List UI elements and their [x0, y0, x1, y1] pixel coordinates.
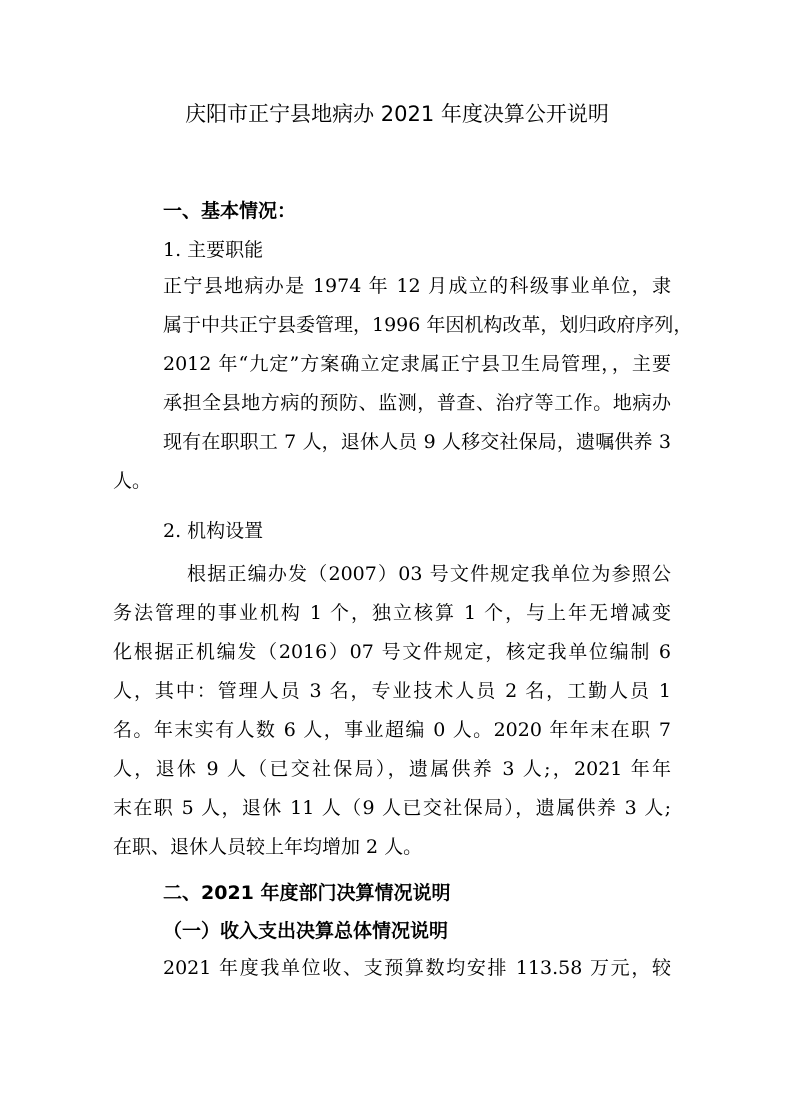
paragraph-line: 属于中共正宁县委管理，1996 年因机构改革，划归政府序列，: [163, 314, 693, 336]
paragraph-line: 化根据正机编发（2016）07 号文件规定，核定我单位编制 6: [113, 641, 671, 663]
subheading-main-functions: 1. 主要职能: [163, 239, 264, 261]
paragraph-line: 承担全县地方病的预防、监测，普查、治疗等工作。地病办: [163, 392, 671, 414]
section-heading-final-accounts: 二、2021 年度部门决算情况说明: [163, 882, 451, 904]
paragraph-line: 人，退休 9 人（已交社保局），遗属供养 3 人;，2021 年年: [113, 758, 671, 780]
paragraph-line: 末在职 5 人，退休 11 人（9 人已交社保局），遗属供养 3 人;: [113, 797, 671, 819]
paragraph-line: 在职、退休人员较上年均增加 2 人。: [113, 836, 423, 858]
paragraph-line: 根据正编办发（2007）03 号文件规定我单位为参照公: [187, 563, 671, 585]
paragraph-line: 人。: [113, 470, 152, 492]
subsection-heading-income-expense: （一）收入支出决算总体情况说明: [163, 920, 449, 942]
paragraph-line: 正宁县地病办是 1974 年 12 月成立的科级事业单位，隶: [163, 275, 671, 297]
document-title: 庆阳市正宁县地病办 2021 年度决算公开说明: [185, 102, 609, 126]
paragraph-line: 2021 年度我单位收、支预算数均安排 113.58 万元，较: [163, 957, 671, 979]
paragraph-line: 名。年末实有人数 6 人，事业超编 0 人。2020 年年末在职 7: [113, 719, 671, 741]
subheading-organization: 2. 机构设置: [163, 520, 264, 542]
section-heading-basic-info: 一、基本情况：: [163, 200, 297, 222]
paragraph-line: 人，其中：管理人员 3 名，专业技术人员 2 名，工勤人员 1: [113, 680, 671, 702]
paragraph-line: 务法管理的事业机构 1 个，独立核算 1 个，与上年无增减变: [113, 602, 671, 624]
paragraph-line: 现有在职职工 7 人，退休人员 9 人移交社保局，遗嘱供养 3: [163, 431, 671, 453]
paragraph-line: 2012 年“九定”方案确立定隶属正宁县卫生局管理，，主要: [163, 353, 671, 375]
